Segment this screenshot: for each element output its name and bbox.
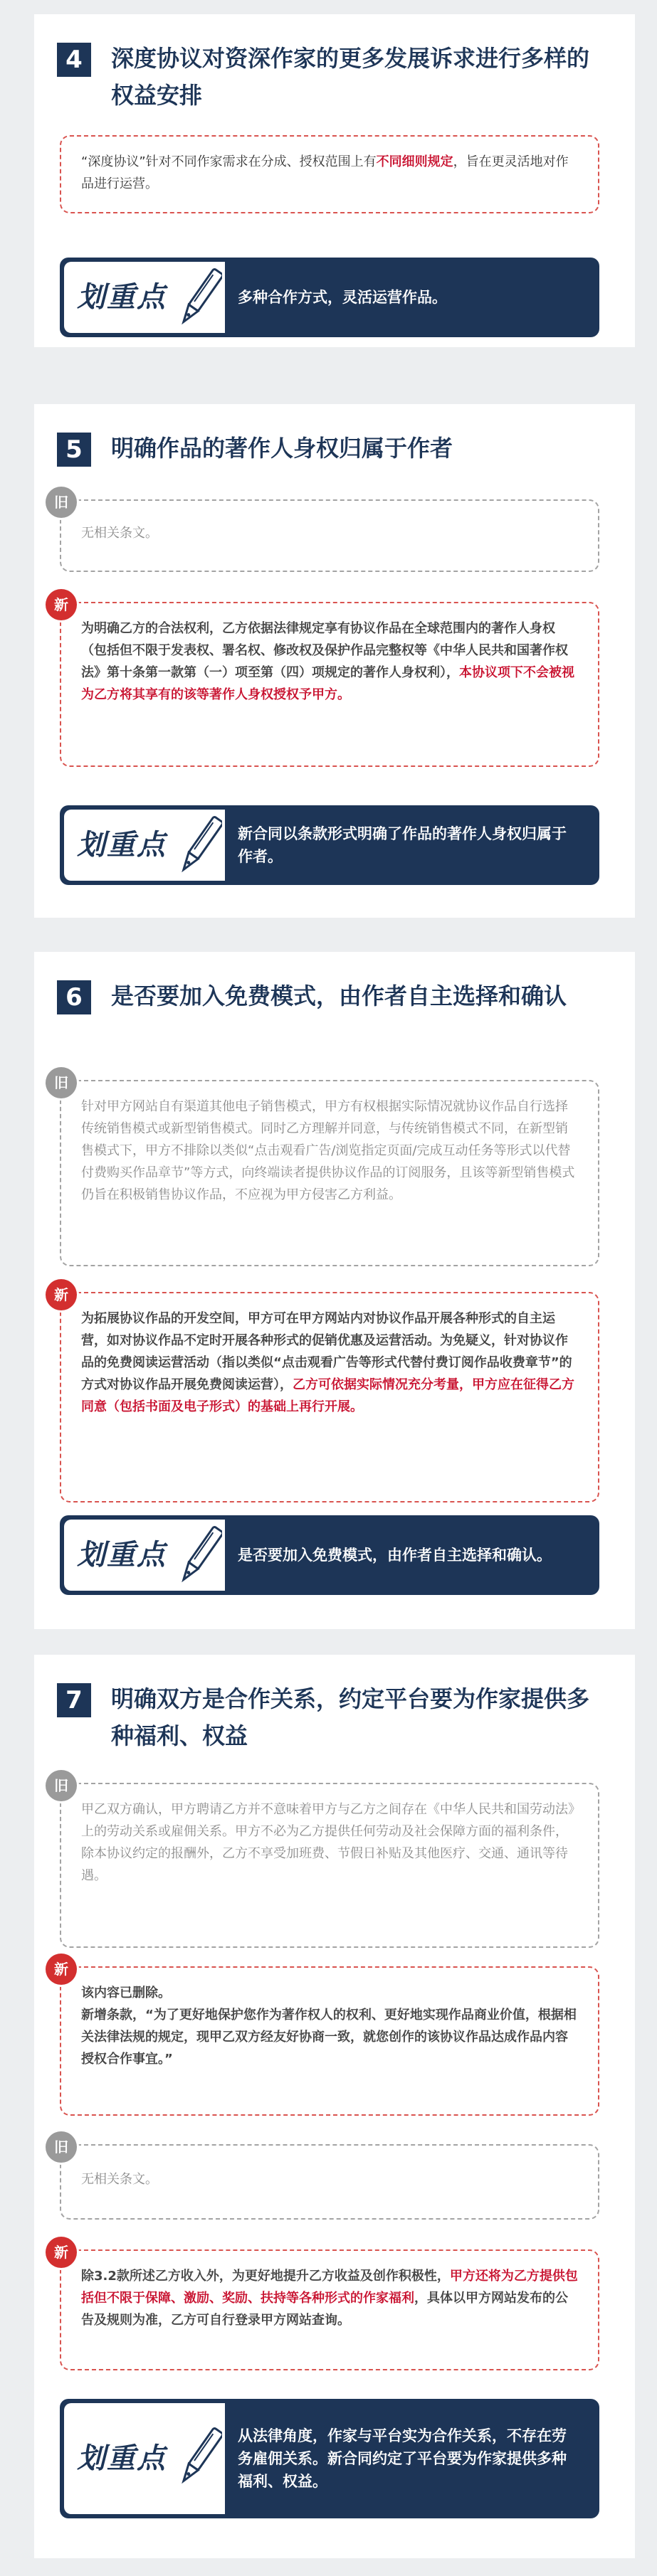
note-box: “深度协议”针对不同作家需求在分成、授权范围上有不同细则规定，旨在更灵活地对作品进行运营。 xyxy=(60,135,599,213)
section-number: 6 xyxy=(57,980,91,1014)
pen-icon xyxy=(179,262,222,333)
new-clause-box: 新 为明确乙方的合法权利，乙方依据法律规定享有协议作品在全球范围内的著作人身权（包括但不限于发表权、署名权、修改权及保护作品完整权等《中华人民共和国著作权法》第十条第一款第（一）项至第（四）项规定的著作人身权利），本协议项下不会被视为乙方将其享有的该等著作人身权授权予甲方。 xyxy=(60,602,599,767)
section-number: 5 xyxy=(57,433,91,467)
section-number: 7 xyxy=(57,1683,91,1717)
key-point-label: 划重点 xyxy=(64,2403,225,2514)
pen-icon xyxy=(179,810,222,881)
section-5-card xyxy=(34,404,635,918)
old-clause-box: 旧 甲乙双方确认，甲方聘请乙方并不意味着甲方与乙方之间存在《中华人民共和国劳动法》上的劳动关系或雇佣关系。甲方不必为乙方提供任何劳动及社会保障方面的福利条件，除本协议约定的报酬外，乙方不享受加班费、节假日补贴及其他医疗、交通、通讯等待遇。 xyxy=(60,1783,599,1948)
key-point-text: 新合同以条款形式明确了作品的著作人身权归属于作者。 xyxy=(238,825,567,865)
section-7-card xyxy=(34,1655,635,2558)
key-point-callout xyxy=(60,805,599,885)
new-clause-box: 新 该内容已删除。 新增条款，“为了更好地保护您作为著作权人的权利、更好地实现作品商业价值，根据相关法律法规的规定，现甲乙双方经友好协商一致，就您创作的该协议作品达成作品内容授权合作事宜。” xyxy=(60,1966,599,2116)
old-clause-box: 旧 针对甲方网站自有渠道其他电子销售模式，甲方有权根据实际情况就协议作品自行选择传统销售模式或新型销售模式。同时乙方理解并同意，与传统销售模式不同，在新型销售模式下，甲方不排除以类似“点击观看广告/浏览指定页面/完成互动任务等形式以代替付费购买作品章节”等方式，向终端读者提供协议作品的订阅服务，且该等新型销售模式仍旨在积极销售协议作品，不应视为甲方侵害乙方利益。 xyxy=(60,1080,599,1266)
key-point-text: 是否要加入免费模式，由作者自主选择和确认。 xyxy=(238,1547,552,1564)
new-badge: 新 xyxy=(46,1279,77,1310)
key-point-label: 划重点 xyxy=(64,1520,225,1591)
section-title: 深度协议对资深作家的更多发展诉求进行多样的权益安排 xyxy=(111,45,590,109)
old-clause-box: 旧 无相关条文。 xyxy=(60,499,599,572)
new-badge: 新 xyxy=(46,589,77,620)
new-clause-box: 新 为拓展协议作品的开发空间，甲方可在甲方网站内对协议作品开展各种形式的自主运营，如对协议作品不定时开展各种形式的促销优惠及运营活动。为免疑义，针对协议作品的免费阅读运营活动（指以类似“点击观看广告等形式代替付费订阅作品收费章节”的方式对协议作品开展免费阅读运营），乙方可依据实际情况充分考量，甲方应在征得乙方同意（包括书面及电子形式）的基础上再行开展。 xyxy=(60,1292,599,1502)
section-number: 4 xyxy=(57,43,91,77)
section-title: 明确双方是合作关系，约定平台要为作家提供多种福利、权益 xyxy=(111,1685,590,1749)
pen-icon xyxy=(179,2403,222,2510)
old-clause-box: 旧 无相关条文。 xyxy=(60,2144,599,2220)
new-badge: 新 xyxy=(46,2237,77,2268)
section-title: 是否要加入免费模式，由作者自主选择和确认 xyxy=(111,982,567,1009)
new-clause-box: 新 除3.2款所述乙方收入外，为更好地提升乙方收益及创作积极性，甲方还将为乙方提供包括但不限于保障、激励、奖励、扶持等各种形式的作家福利，具体以甲方网站发布的公告及规则为准，乙方可自行登录甲方网站查询。 xyxy=(60,2249,599,2370)
key-point-callout xyxy=(60,258,599,337)
old-badge: 旧 xyxy=(46,487,77,518)
key-point-label: 划重点 xyxy=(64,262,225,333)
old-badge: 旧 xyxy=(46,2131,77,2163)
old-badge: 旧 xyxy=(46,1770,77,1801)
pen-icon xyxy=(179,1520,222,1591)
key-point-text: 从法律角度，作家与平台实为合作关系，不存在劳务雇佣关系。新合同约定了平台要为作家提供多种福利、权益。 xyxy=(238,2427,567,2490)
key-point-callout xyxy=(60,2399,599,2518)
key-point-label: 划重点 xyxy=(64,810,225,881)
section-4-card xyxy=(34,14,635,347)
key-point-callout xyxy=(60,1515,599,1595)
section-6-card xyxy=(34,952,635,1629)
old-badge: 旧 xyxy=(46,1067,77,1098)
section-title: 明确作品的著作人身权归属于作者 xyxy=(111,435,453,462)
new-badge: 新 xyxy=(46,1954,77,1985)
key-point-text: 多种合作方式，灵活运营作品。 xyxy=(238,289,447,306)
